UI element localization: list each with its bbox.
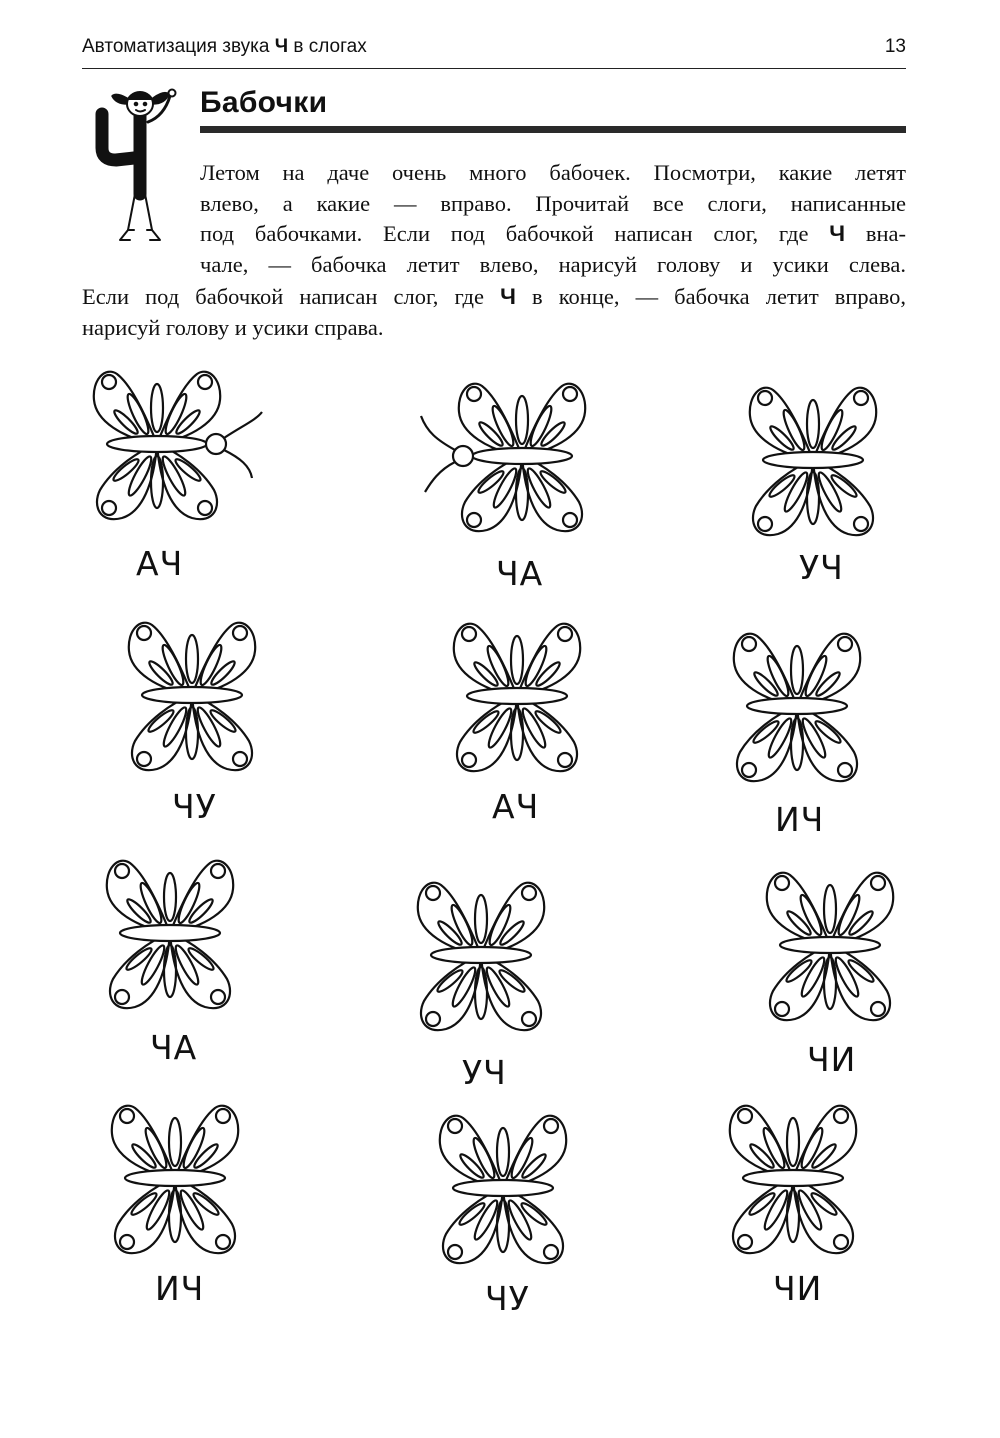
instruction-line: нарисуй голову и усики справа. bbox=[82, 314, 384, 340]
butterfly-8 bbox=[416, 877, 546, 1039]
syllable-label: ЧИ bbox=[773, 1269, 823, 1308]
butterfly-12 bbox=[728, 1100, 858, 1262]
page-number: 13 bbox=[884, 36, 906, 57]
syllable-label: ЧА bbox=[150, 1028, 198, 1067]
syllable-label: ИЧ bbox=[155, 1269, 205, 1308]
syllable-label: ЧА bbox=[496, 554, 544, 593]
syllable-label: ИЧ bbox=[775, 800, 825, 839]
running-head bbox=[82, 36, 906, 69]
butterfly-5 bbox=[452, 618, 582, 780]
instruction-text-continued bbox=[82, 282, 906, 343]
butterfly-4 bbox=[127, 617, 257, 779]
instruction-text bbox=[200, 158, 906, 280]
syllable-label: УЧ bbox=[799, 548, 844, 587]
exercise-title: Бабочки bbox=[200, 86, 328, 119]
butterfly-7 bbox=[105, 855, 235, 1017]
syllable-label: УЧ bbox=[462, 1053, 507, 1092]
syllable-label: АЧ bbox=[492, 787, 540, 826]
butterfly-6 bbox=[732, 628, 862, 790]
butterfly-11 bbox=[438, 1110, 568, 1272]
section-title: Автоматизация звука Ч в слогах bbox=[82, 36, 367, 57]
syllable-label: АЧ bbox=[136, 544, 184, 583]
instruction-line: чале, — бабочка летит влево, нарисуй голову и усики слева. bbox=[200, 251, 906, 277]
instruction-line: под бабочками. Если под бабочкой написан слог, где Ч вна- bbox=[200, 221, 906, 247]
title-underline bbox=[200, 126, 906, 133]
syllable-label: ЧУ bbox=[172, 787, 217, 826]
butterfly-2 bbox=[417, 378, 587, 540]
syllable-label: ЧУ bbox=[485, 1279, 530, 1318]
instruction-line: влево, а какие — вправо. Прочитай все слоги, написанные bbox=[200, 190, 906, 216]
butterfly-3 bbox=[748, 382, 878, 544]
instruction-line: Если под бабочкой написан слог, где Ч в конце, — бабочка летит вправо, bbox=[82, 284, 906, 309]
butterfly-10 bbox=[110, 1100, 240, 1262]
butterfly-9 bbox=[765, 867, 895, 1029]
syllable-label: ЧИ bbox=[807, 1040, 857, 1079]
girl-letter-ch-mascot-icon bbox=[92, 82, 192, 252]
butterfly-1 bbox=[92, 366, 266, 528]
instruction-line: Летом на даче очень много бабочек. Посмотри, какие летят bbox=[200, 160, 906, 185]
